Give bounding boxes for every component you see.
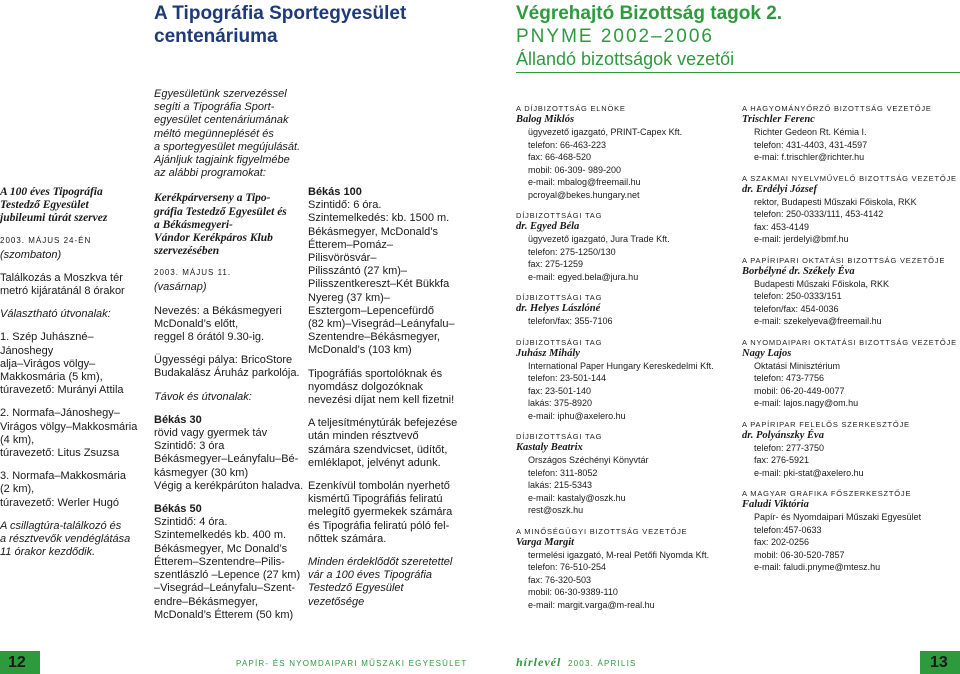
- column-2: [154, 88, 304, 622]
- person-role: A HAGYOMÁNYŐRZŐ BIZOTTSÁG VEZETŐJE: [742, 104, 932, 113]
- person-role: A MINŐSÉGÜGYI BIZOTTSÁG VEZETŐJE: [516, 526, 688, 536]
- person-details: ügyvezető igazgató, Jura Trade Kft. telefon: 275-1250/130 fax: 275-1259 e-mail: egyed.bela@jura.hu: [528, 234, 670, 282]
- route-3: 3. Normafa–Makkosmária (2 km), túravezető: Werler Hugó: [0, 470, 126, 509]
- person-entry: [742, 489, 958, 574]
- left-title-line2: centenáriuma: [154, 26, 278, 47]
- person-entry: [516, 293, 736, 328]
- person-details: Budapesti Műszaki Főiskola, RKK telefon: 250-0333/151 telefon/fax: 454-0036 e-mail: szekelyeva@freemail.hu: [754, 278, 890, 326]
- event-start: Nevezés: a Békásmegyeri McDonald’s előtt, reggel 8 órától 9.30-ig.: [154, 304, 282, 344]
- left-title-line1: A Tipográfia Sportegyesület: [154, 3, 407, 24]
- header-rule: [516, 72, 960, 73]
- person-role: A PAPÍRIPAR FELELŐS SZERKESZTŐJE: [742, 419, 910, 429]
- right-title-line3: Állandó bizottságok vezetői: [516, 49, 735, 69]
- person-name: dr. Helyes Lászlóné: [516, 303, 601, 314]
- left-title: [154, 2, 406, 48]
- person-details: rektor, Budapesti Műszaki Főiskola, RKK telefon: 250-0333/111, 453-4142 fax: 453-4149 e-mail: jerdelyi@bmf.hu: [754, 196, 917, 244]
- person-name: Borbélyné dr. Székely Éva: [742, 265, 855, 277]
- person-details: Országos Széchényi Könyvtár telefon: 311-8052 lakás: 215-5343 e-mail: kastaly@oszk.hu rest@oszk.hu: [528, 455, 649, 515]
- invitation-text: Minden érdeklődőt szeretettel vár a 100 éves Tipográfia Testedző Egyesület vezetősége: [308, 556, 453, 608]
- person-entry: [516, 432, 736, 517]
- person-entry: [742, 104, 958, 164]
- tour-date: 2003. MÁJUS 24-ÉN: [0, 235, 92, 245]
- column-5: [742, 104, 958, 584]
- person-role: A NYOMDAIPARI OKTATÁSI BIZOTTSÁG VEZETŐJE: [742, 337, 957, 347]
- bekas-100-title: Békás 100: [308, 186, 362, 198]
- column-3: [308, 186, 458, 609]
- person-role: DÍJBIZOTTSÁGI TAG: [516, 293, 603, 302]
- person-name: Faludi Viktória: [742, 499, 809, 510]
- person-name: dr. Polyánszky Éva: [742, 429, 824, 441]
- person-details: Papír- és Nyomdaipari Műszaki Egyesület telefon:457-0633 fax: 202-0256 mobil: 06-30-520-7857 e-mail: faludi.pnyme@mtesz.hu: [754, 512, 922, 572]
- intro-text: Egyesületünk szervezéssel segíti a Tipográfia Sport- egyesület centenáriumának méltó megünneplését és a sportegyesület megújulását. Ajánljuk tagjaink figyelmébe az alábbi programokat:: [154, 88, 301, 180]
- person-name: Varga Margit: [516, 536, 575, 548]
- person-entry: [742, 338, 958, 410]
- person-details: telefon: 277-3750 fax: 276-5921 e-mail: pki-stat@axelero.hu: [754, 442, 864, 478]
- page-number-right: 13: [930, 654, 948, 671]
- person-name: Nagy Lajos: [742, 347, 792, 359]
- person-name: Balog Miklós: [516, 114, 575, 125]
- column-1: [0, 186, 146, 559]
- distances-label: Távok és útvonalak:: [154, 390, 252, 403]
- person-role: A SZAKMAI NYELVMŰVELŐ BIZOTTSÁG VEZETŐJE: [742, 173, 957, 183]
- route-2: 2. Normafa–Jánoshegy– Virágos völgy–Makkosmária (4 km), túravezető: Litus Zsuzsa: [0, 407, 138, 460]
- person-name: dr. Erdélyi József: [742, 183, 817, 195]
- person-entry: [516, 211, 736, 283]
- right-title-line2: PNYME 2002–2006: [516, 26, 714, 47]
- person-role: A DÍJBIZOTTSÁG ELNÖKE: [516, 104, 626, 113]
- person-name: Juhász Mihály: [516, 347, 580, 359]
- person-details: termelési igazgató, M-real Petőfi Nyomda Kft. telefon: 76-510-254 fax: 76-320-503 mobil: 06-30-9389-110 e-mail: margit.varga@m-real.hu: [528, 549, 710, 610]
- footer-hirlevel: hírlevél: [516, 655, 562, 669]
- bekas-30-details: rövid vagy gyermek táv Szintidő: 3 óra Békásmegyer–Leányfalu–Bé- kásmegyer (30 km) Végig a kerékpárúton haladva.: [154, 427, 304, 492]
- event-title: Kerékpárverseny a Tipo- gráfia Testedző Egyesület és a Békásmegyeri- Vándor Kerékpáros Klub szervezésében: [154, 192, 287, 258]
- person-details: Oktatási Minisztérium telefon: 473-7756 mobil: 06-20-449-0077 e-mail: lajos.nagy@om.hu: [754, 360, 859, 408]
- tour-meeting: Találkozás a Moszkva tér metró kijáratánál 8 órakor: [0, 271, 125, 298]
- routes-label: Választható útvonalak:: [0, 308, 111, 321]
- free-entry-text: Tipográfiás sportolóknak és nyomdász dolgozóknak nevezési díjat nem kell fizetni!: [308, 367, 455, 407]
- person-entry: [516, 527, 736, 612]
- person-details: telefon/fax: 355-7106: [528, 316, 613, 326]
- raffle-text: Ezenkívül tombolán nyerhető kismértű Tipográfiás feliratú melegítő gyermekek számára és Tipográfia feliratú póló fel- nőttek számára.: [308, 480, 453, 545]
- column-4: [516, 104, 736, 621]
- bekas-50-title: Békás 50: [154, 503, 202, 516]
- person-role: DÍJBIZOTTSÁGI TAG: [516, 337, 603, 347]
- event-date: 2003. MÁJUS 11.: [154, 268, 232, 278]
- tour-heading: A 100 éves Tipográfia Testedző Egyesület jubileumi túrát szervez: [0, 186, 108, 225]
- page-number-left: 12: [8, 654, 26, 671]
- person-name: dr. Egyed Béla: [516, 221, 580, 232]
- right-title: [516, 2, 782, 70]
- person-details: ügyvezető igazgató, PRINT-Capex Kft. telefon: 66-463-223 fax: 66-468-520 mobil: 06-309- 989-200 e-mail: mbalog@freemail.hu pcroyal@bekes.hungary.net: [528, 127, 683, 200]
- tour-closing: A csillagtúra-találkozó és a résztvevők vendéglátása 11 órakor kezdődik.: [0, 519, 131, 559]
- footer-date: 2003. ÁPRILIS: [568, 659, 637, 668]
- footer-publisher: PAPÍR- ÉS NYOMDAIPARI MŰSZAKI EGYESÜLET: [236, 659, 468, 668]
- person-entry: [742, 420, 958, 480]
- person-entry: [516, 338, 736, 423]
- event-venue: Ügyességi pálya: BricoStore Budakalász Áruház parkolója.: [154, 354, 300, 380]
- bekas-30-title: Békás 30: [154, 413, 202, 426]
- person-role: A PAPÍRIPARI OKTATÁSI BIZOTTSÁG VEZETŐJE: [742, 255, 946, 265]
- rewards-text: A teljesítménytúrák befejezése után minden résztvevő számára szendvicset, üdítőt, emléklapot, jelvényt adunk.: [308, 417, 458, 469]
- person-name: Trischler Ferenc: [742, 114, 815, 125]
- right-title-line1: Végrehajtó Bizottság tagok 2.: [516, 3, 783, 24]
- person-name: Kastaly Beatrix: [516, 442, 583, 453]
- tour-day: (szombaton): [0, 248, 62, 261]
- event-day: (vasárnap): [154, 281, 207, 294]
- route-1: 1. Szép Juhászné–Jánoshegy alja–Virágos völgy– Makkosmária (5 km), túravezető: Murányi Attila: [0, 331, 124, 397]
- person-entry: [516, 104, 736, 201]
- bekas-100-details: Szintidő: 6 óra. Szintemelkedés: kb. 1500 m. Békásmegyer, McDonald’s Étterem–Pomáz–Pilisvörösvár– Pilisszántó (27 km)– Pilisszentkereszt–Két Bükkfa Nyereg (37 km)– Esztergom–Lepencefürdő (82 km)–Visegrád–Leányfalu– Szentendre–Békásmegyer, McDonald’s (103 km): [308, 199, 455, 357]
- person-details: Richter Gedeon Rt. Kémia I. telefon: 431-4403, 431-4597 e-mai: f.trischler@richter.hu: [754, 127, 868, 162]
- person-role: DÍJBIZOTTSÁGI TAG: [516, 211, 603, 220]
- person-role: A MAGYAR GRAFIKA FŐSZERKESZTŐJE: [742, 489, 912, 498]
- person-entry: [742, 256, 958, 328]
- person-details: International Paper Hungary Kereskedelmi Kft. telefon: 23-501-144 fax: 23-501-140 lakás: 375-8920 e-mail: iphu@axelero.hu: [528, 360, 714, 421]
- person-entry: [742, 174, 958, 246]
- bekas-50-details: Szintidő: 4 óra. Szintemelkedés kb. 400 m. Békásmegyer, Mc Donald’s Étterem–Szentendre–Pilis- szentlászló –Lepence (27 km) –Visegrád–Leányfalu–Szent- endre–Békásmegyer, McDonald’s Étterem (50 km): [154, 516, 301, 621]
- person-role: DÍJBIZOTTSÁGI TAG: [516, 432, 603, 441]
